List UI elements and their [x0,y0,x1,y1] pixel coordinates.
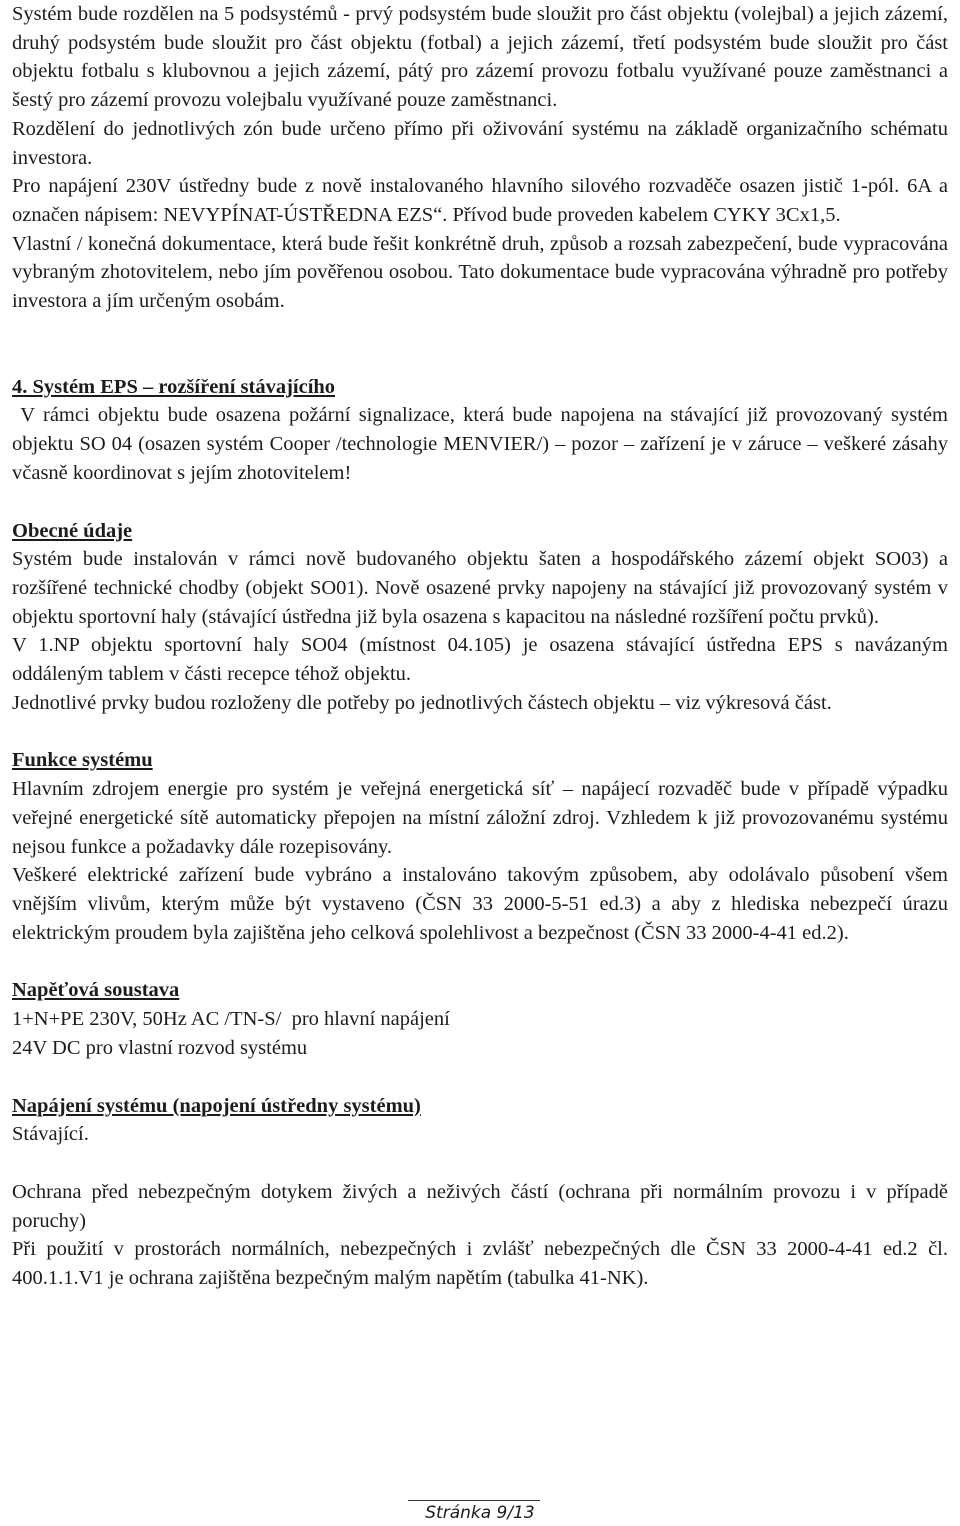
spacer [12,947,948,976]
funkce-paragraph-energy: Hlavním zdrojem energie pro systém je veřejná energetická síť – napájecí rozvaděč bude v případě výpadku veřejné energetické sítě automaticky přepojen na místní záložní zdroj. Vzhledem k již provozovanému systému nejsou funkce a požadavky dále rozepisovány. [12,778,948,858]
page-footer [0,1500,960,1526]
spacer [12,316,948,373]
section-4-paragraph: V rámci objektu bude osazena požární signalizace, která bude napojena na stávající již provozovaný systém objektu SO 04 (osazen systém Cooper /technologie MENVIER/) – pozor – zařízení je v záruce – veškeré zásahy včasně koordinovat s jejím zhotovitelem! [12,404,954,484]
footer-divider [408,1500,540,1501]
napajeni-systemu-heading: Napájení systému (napojení ústředny systému) [12,1094,421,1117]
obecne-udaje-heading: Obecné údaje [12,519,133,542]
intro-paragraph-subsystems: Systém bude rozdělen na 5 podsystémů - prvý podsystém bude sloužit pro část objektu (volejbal) a jejich zázemí, druhý podsystém bude sloužit pro část objektu (fotbal) a jejich zázemí, třetí podsystém bude sloužit pro část objektu fotbalu s klubovnou a jejich zázemí, pátý pro zázemí provozu fotbalu využívané pouze zaměstnanci a šestý pro zázemí provozu volejbalu využívané pouze zaměstnanci. [12,3,948,112]
intro-paragraph-zones: Rozdělení do jednotlivých zón bude určeno přímo při oživování systému na základě organizačního schématu investora. [12,117,948,169]
spacer [12,1149,948,1178]
napajeni-text: Stávající. [12,1123,89,1146]
spacer [12,1063,948,1092]
funkce-systemu-heading: Funkce systému [12,749,153,772]
obecne-paragraph-control-panel: V 1.NP objektu sportovní haly SO04 (místnost 04.105) je osazena stávající ústředna EPS s navázaným oddáleným tablem v části recepce téhož objektu. [12,634,948,686]
obecne-paragraph-elements: Jednotlivé prvky budou rozloženy dle potřeby po jednotlivých částech objektu – viz výkresová část. [12,691,832,714]
ochrana-paragraph-body: Při použití v prostorách normálních, nebezpečných i zvlášť nebezpečných dle ČSN 33 2000-4-41 ed.2 čl. 400.1.1.V1 je ochrana zajištěna bezpečným malým napětím (tabulka 41-NK). [12,1238,948,1290]
napetova-soustava-heading: Napěťová soustava [12,979,180,1002]
page-number: Stránka 9/13 [425,1503,535,1523]
funkce-paragraph-electrical: Veškeré elektrické zařízení bude vybráno a instalováno takovým způsobem, aby odolávalo působení všem vnějším vlivům, kterým může být vystaveno (ČSN 33 2000-5-51 ed.3) a aby z hlediska nebezpečí úrazu elektrickým proudem byla zajištěna jeho celková spolehlivost a bezpečnost (ČSN 33 2000-4-41 ed.2). [12,864,948,944]
spacer [12,717,948,746]
intro-paragraph-power: Pro napájení 230V ústředny bude z nově instalovaného hlavního silového rozvaděče osazen jistič 1-pól. 6A a označen nápisem: NEVYPÍNAT-ÚSTŘEDNA EZS“. Přívod bude proveden kabelem CYKY 3Cx1,5. [12,175,948,226]
intro-paragraph-documentation: Vlastní / konečná dokumentace, která bude řešit konkrétně druh, způsob a rozsah zabezpečení, bude vypracována vybraným zhotovitelem, nebo jím pověřenou osobou. Tato dokumentace bude vypracována výhradně pro potřeby investora a jím určeným osobám. [12,232,948,313]
spacer [12,488,948,517]
ochrana-paragraph-title: Ochrana před nebezpečným dotykem živých a neživých částí (ochrana při normálním provozu i v případě poruchy) [12,1180,948,1232]
section-4-heading: 4. Systém EPS – rozšíření stávajícího [12,375,336,398]
document-page [12,0,954,1293]
obecne-paragraph-installation: Systém bude instalován v rámci nově budovaného objektu šaten a hospodářského zázemí objekt SO03) a rozšířené technické chodby (objekt SO01). Nově osazené prvky napojeny na stávající již provozovaný systém v objektu sportovní haly (stávající ústředna již byla osazena s kapacitou na následné rozšíření počtu prvků). [12,548,948,628]
napetova-line-main: 1+N+PE 230V, 50Hz AC /TN-S/ pro hlavní napájení [12,1008,450,1031]
napetova-line-dc: 24V DC pro vlastní rozvod systému [12,1036,308,1059]
